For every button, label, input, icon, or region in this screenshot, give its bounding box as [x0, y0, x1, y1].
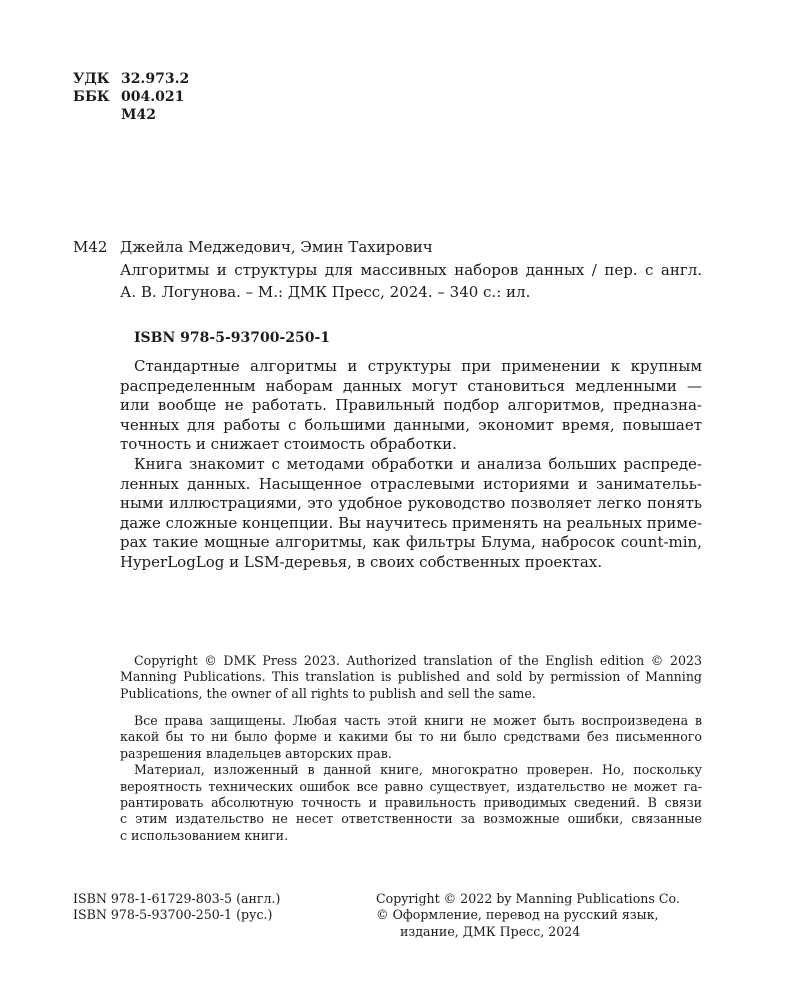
classification-block — [73, 70, 189, 124]
abstract-line: ными иллюстрациями, это удобное руководство позволяет легко понять — [120, 494, 702, 513]
copyright-line: Copyright © DMK Press 2023. Authorized translation of the English edition © 2023 — [134, 653, 702, 668]
bib-description — [120, 259, 702, 303]
abstract — [120, 357, 702, 573]
rights-line: разрешения владельцев авторских прав. — [120, 745, 392, 761]
rights-line: с использованием книги. — [120, 827, 289, 843]
footer-copyright-line: © Оформление, перевод на русский язык, — [376, 907, 659, 923]
footer-copyright-line: издание, ДМК Пресс, 2024 — [400, 923, 581, 939]
abstract-line: распределенным наборам данных могут становиться медленными — — [120, 376, 702, 395]
isbn-russian: ISBN 978-5-93700-250-1 (рус.) — [73, 907, 273, 923]
isbn-main: ISBN 978-5-93700-250-1 — [134, 330, 331, 346]
abstract-line: точность и снижает стоимость обработки. — [120, 435, 457, 454]
abstract-line: даже сложные концепции. Вы научитесь применять на реальных приме- — [120, 513, 703, 532]
bib-title-line: Алгоритмы и структуры для массивных наборов данных / пер. с англ. — [120, 261, 702, 279]
abstract-line: ленных данных. Насыщенное отраслевыми историями и занимательь- — [120, 474, 702, 493]
author-mark: М42 — [121, 107, 156, 123]
bbk-label: ББК — [73, 89, 110, 105]
footer-copyright-block — [376, 891, 680, 940]
abstract-line: ченных для работы с большими данными, экономит время, повышает — [120, 415, 702, 434]
bib-mark: М42 — [73, 238, 108, 256]
rights-line: рантировать абсолютную точность и правильность приводимых сведений. В связи — [120, 795, 702, 811]
udk-row — [73, 70, 189, 88]
rights-line: какой бы то ни было форме и какими бы то ни было средствами без письменного — [120, 729, 702, 745]
abstract-line: рах такие мощные алгоритмы, как фильтры Блума, набросок count-min, — [120, 533, 702, 552]
footer-copyright-line: Copyright © 2022 by Manning Publications Co. — [376, 891, 680, 906]
abstract-line: Книга знакомит с методами обработки и анализа больших распреде- — [134, 454, 702, 473]
author-mark-row — [73, 106, 189, 124]
abstract-line: HyperLogLog и LSM-деревья, в своих собственных проектах. — [120, 552, 603, 571]
udk-code: 32.973.2 — [121, 71, 190, 87]
rights-notice — [120, 713, 702, 844]
copyright-notice — [120, 653, 702, 702]
rights-line: Материал, изложенный в данной книге, многократно проверен. Но, поскольку — [134, 762, 702, 778]
footer-isbn-block — [73, 891, 280, 924]
bbk-code: 004.021 — [121, 89, 185, 105]
copyright-line: Manning Publications. This translation is published and sold by permission of Manning — [120, 669, 702, 685]
copyright-line: Publications, the owner of all rights to publish and sell the same. — [120, 685, 536, 701]
rights-line: вероятность технических ошибок все равно существует, издательство не может га- — [120, 778, 702, 794]
bbk-row — [73, 88, 189, 106]
udk-label: УДК — [73, 71, 110, 87]
isbn-english: ISBN 978-1-61729-803-5 (англ.) — [73, 891, 281, 906]
authors: Джейла Меджедович, Эмин Тахирович — [120, 238, 433, 256]
rights-line: с этим издательство не несет ответственности за возможные ошибки, связанные — [120, 811, 702, 827]
abstract-line: Стандартные алгоритмы и структуры при применении к крупным — [134, 357, 702, 375]
abstract-line: или вообще не работать. Правильный подбор алгоритмов, предназна- — [120, 396, 702, 415]
bib-title-line: А. В. Логунова. – М.: ДМК Пресс, 2024. – 340 с.: ил. — [120, 283, 531, 301]
rights-line: Все права защищены. Любая часть этой книги не может быть воспроизведена в — [134, 713, 702, 728]
